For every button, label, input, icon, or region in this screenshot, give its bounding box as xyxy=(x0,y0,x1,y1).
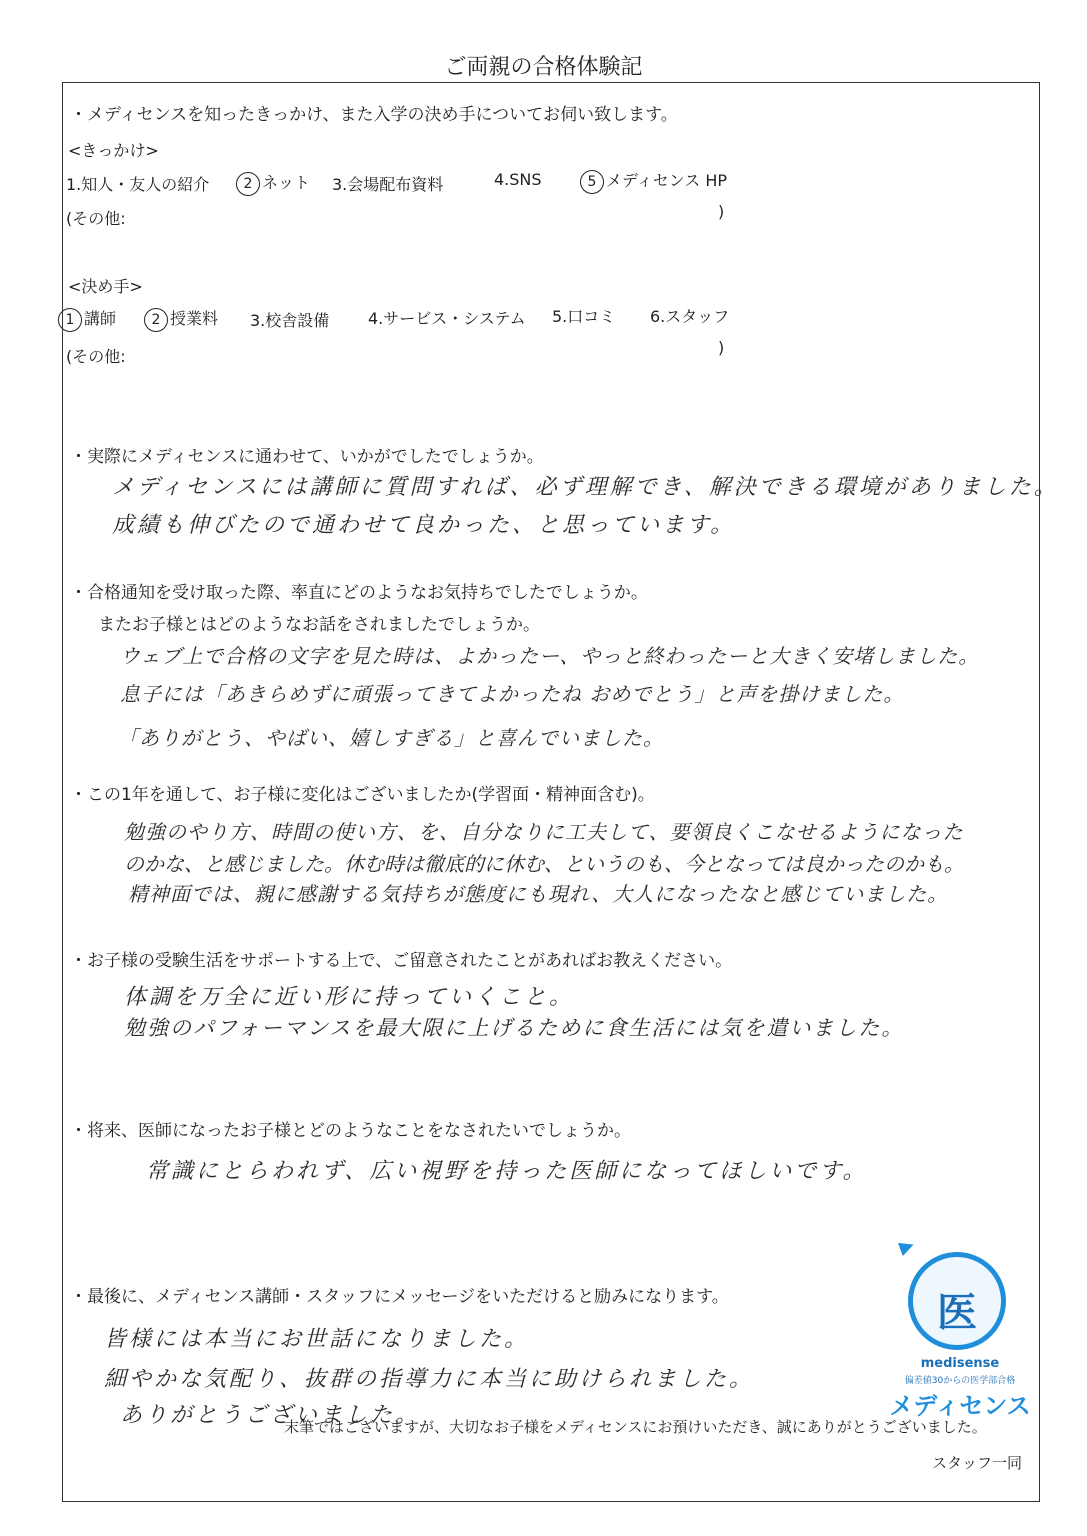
other-close: ) xyxy=(718,202,725,221)
other-label-2: (その他: xyxy=(66,347,126,366)
kikkake-option-4: 4.SNS xyxy=(494,170,542,189)
signature: スタッフ一同 xyxy=(932,1454,1023,1472)
answer-2-line-1: メディセンスには講師に質問すれば、必ず理解でき、解決できる環境がありました。 xyxy=(112,475,1059,500)
question-7: ・最後に、メディセンス講師・スタッフにメッセージをいただけると励みになります。 xyxy=(70,1287,729,1307)
answer-4-line-3: 精神面では、親に感謝する気持ちが態度にも現れ、大人になったなと感じていました。 xyxy=(128,882,949,906)
kimete-option-6: 6.スタッフ xyxy=(650,307,730,326)
flag-icon xyxy=(898,1238,916,1256)
answer-3-line-2: 息子には「あきらめずに頑張ってきてよかったね おめでとう」と声を掛けました。 xyxy=(120,682,905,706)
question-4: ・この1年を通して、お子様に変化はございましたか(学習面・精神面含む)。 xyxy=(70,785,655,805)
question-1: ・メディセンスを知ったきっかけ、また入学の決め手についてお伺い致します。 xyxy=(70,105,678,125)
option-label: 講師 xyxy=(84,309,117,328)
answer-3-line-3: 「ありがとう、やばい、嬉しすぎる」と喜んでいました。 xyxy=(118,726,664,750)
answer-4-line-1: 勉強のやり方、時間の使い方、を、自分なりに工夫して、要領良くこなせるようになった xyxy=(124,820,964,844)
circled-number: 1 xyxy=(58,308,82,332)
answer-5-line-2: 勉強のパフォーマンスを最大限に上げるために食生活には気を遣いました。 xyxy=(124,1016,905,1040)
logo-emblem xyxy=(908,1252,1006,1350)
option-label: ネット xyxy=(262,173,311,192)
kimete-heading: <決め手> xyxy=(68,277,143,296)
circled-number: 2 xyxy=(144,308,168,332)
circled-number: 5 xyxy=(580,170,604,194)
medisense-logo xyxy=(880,1230,1040,1420)
other-close-2: ) xyxy=(718,338,725,357)
question-3-sub: またお子様とはどのようなお話をされましたでしょうか。 xyxy=(98,615,540,635)
kikkake-option-1: 1.知人・友人の紹介 xyxy=(66,175,210,194)
question-5: ・お子様の受験生活をサポートする上で、ご留意されたことがあればお教えください。 xyxy=(70,951,733,971)
kimete-option-3: 3.校舎設備 xyxy=(250,311,330,330)
question-6: ・将来、医師になったお子様とどのようなことをなされたいでしょうか。 xyxy=(70,1121,631,1141)
page-title: ご両親の合格体験記 xyxy=(444,55,643,80)
kikkake-option-2 xyxy=(236,170,310,196)
kimete-option-4: 4.サービス・システム xyxy=(368,309,526,328)
kikkake-heading: <きっかけ> xyxy=(68,141,159,160)
other-label: (その他: xyxy=(66,209,126,228)
answer-4-line-2: のかな、と感じました。休む時は徹底的に休む、というのも、今となっては良かったのかも。 xyxy=(124,852,964,876)
logo-glyph: 医 xyxy=(937,1289,977,1336)
option-label: 授業料 xyxy=(170,309,219,328)
closing-message: 末筆ではございますが、大切なお子様をメディセンスにお預けいただき、誠にありがとうございました。 xyxy=(284,1418,987,1436)
answer-2-line-2: 成績も伸びたので通わせて良かった、と思っています。 xyxy=(112,513,736,538)
logo-tagline: 偏差値30からの医学部合格 xyxy=(904,1376,1016,1386)
answer-7-line-2: 細やかな気配り、抜群の指導力に本当に助けられました。 xyxy=(104,1367,755,1392)
kimete-option-2 xyxy=(144,306,218,332)
kimete-option-1 xyxy=(58,306,116,332)
option-label: メディセンス HP xyxy=(606,171,728,190)
question-3: ・合格通知を受け取った際、率直にどのようなお気持ちでしたでしょうか。 xyxy=(70,583,648,603)
logo-japanese: メディセンス xyxy=(889,1392,1031,1420)
answer-7-line-1: 皆様には本当にお世話になりました。 xyxy=(104,1327,530,1352)
kimete-option-5: 5.口コミ xyxy=(552,307,616,326)
question-2: ・実際にメディセンスに通わせて、いかがでしたでしょうか。 xyxy=(70,447,544,467)
answer-7-line-3: ありがとうございました。 xyxy=(120,1403,421,1428)
kikkake-option-5 xyxy=(580,168,727,194)
logo-english: medisense xyxy=(920,1356,1000,1371)
answer-3-line-1: ウェブ上で合格の文字を見た時は、よかったー、やっと終わったーと大きく安堵しました。 xyxy=(120,644,980,668)
answer-6-line-1: 常識にとらわれず、広い視野を持った医師になってほしいです。 xyxy=(146,1159,868,1184)
kikkake-option-3: 3.会場配布資料 xyxy=(332,175,444,194)
answer-5-line-1: 体調を万全に近い形に持っていくこと。 xyxy=(124,985,575,1010)
circled-number: 2 xyxy=(236,172,260,196)
